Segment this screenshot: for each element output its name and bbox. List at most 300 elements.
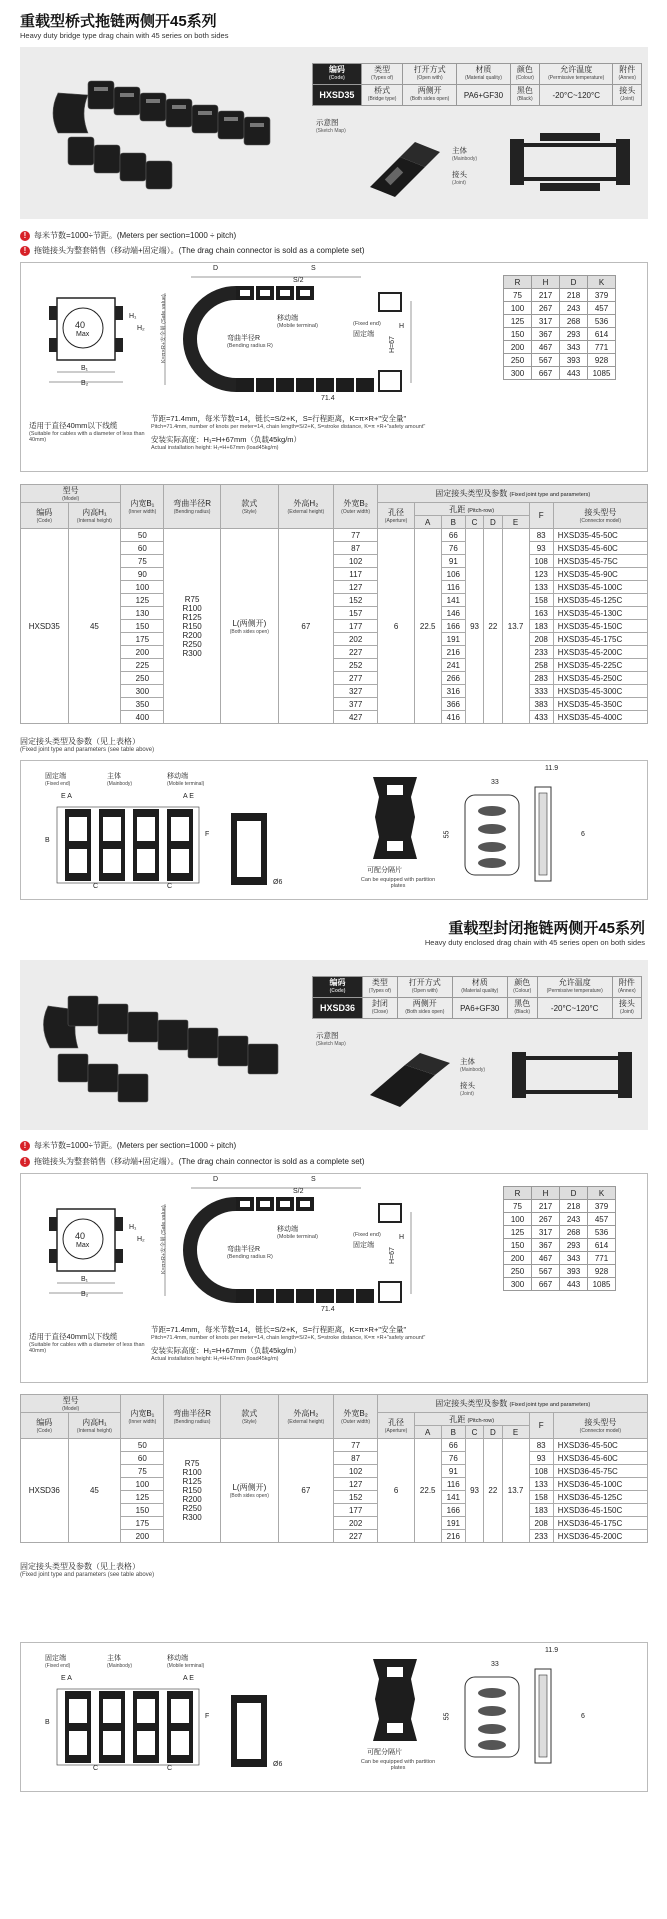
- joint-ae-label: A E: [183, 793, 194, 800]
- h1-label: H₁: [129, 313, 137, 320]
- cell-outer-width: 277: [333, 672, 378, 685]
- rhdk-row: [504, 1200, 616, 1213]
- dim-h-label: H: [399, 323, 405, 330]
- warning-icon: !: [20, 1141, 30, 1151]
- warning-icon: !: [20, 231, 30, 241]
- radius-value: R150: [182, 621, 202, 631]
- rhdk-cell: 250: [504, 1265, 532, 1278]
- dim-d-label: D: [213, 1176, 219, 1183]
- cell-connector-model: HXSD36-45-125C: [553, 1491, 647, 1504]
- cell-f: 83: [529, 529, 553, 542]
- cell-f: 158: [529, 1491, 553, 1504]
- rhdk-cell: 536: [588, 1226, 616, 1239]
- rhdk-row: [504, 354, 616, 367]
- spec-value-temp: -20°C~120°C: [539, 85, 612, 106]
- th-pitch-row: 孔距 (Pitch-row): [414, 1413, 529, 1426]
- radius-value: R250: [182, 639, 202, 649]
- rhdk-row: [504, 302, 616, 315]
- cell-f: 183: [529, 620, 553, 633]
- joint-ea-label: E A: [61, 1675, 72, 1682]
- joint-fixed-label: 固定端 (Fixed end): [45, 1655, 71, 1669]
- rhdk-cell: 268: [560, 1226, 588, 1239]
- th-inner-width: 内宽B₁ (Inner width): [121, 1395, 164, 1439]
- joint-moving-label: 移动端 (Mobile terminal): [167, 773, 205, 787]
- joint-main-label: 主体 (Mainbody): [107, 773, 133, 787]
- dim-h-label: H: [399, 1234, 405, 1241]
- bend-radius-en: (Bending radius R): [227, 1254, 273, 1260]
- joint-title: 固定接头类型及参数（见上表格） (Fixed joint type and parameters (see table above): [20, 737, 155, 753]
- cell-inner-width: 125: [121, 1491, 164, 1504]
- th-c: C: [465, 516, 483, 529]
- partition-label: 可配分隔片: [367, 1749, 402, 1756]
- dim-s2-label: S/2: [293, 277, 304, 284]
- spec-table-2: [312, 976, 642, 1019]
- cell-f: 93: [529, 542, 553, 555]
- moving-end-label: 移动端: [277, 315, 298, 322]
- spec-header-colour: 颜色 (Colour): [510, 64, 539, 85]
- spec-value-material: PA6+GF30: [452, 998, 507, 1019]
- th-fixed-joint: 固定接头类型及参数 (Fixed joint type and parameters): [378, 1395, 648, 1413]
- section-hxsd36: [0, 960, 667, 1919]
- fixed-end-label: 固定端: [353, 331, 374, 338]
- cable-note-en: (Suitable for cables with a diameter of less than 40mm): [29, 1342, 145, 1354]
- cell-f: 83: [529, 1439, 553, 1452]
- cell-c: 93: [465, 529, 483, 724]
- joint-b-label: B: [45, 837, 50, 844]
- rhdk-cell: 267: [532, 302, 560, 315]
- cell-outer-width: 77: [333, 1439, 378, 1452]
- h2-label: H₂: [137, 1236, 145, 1243]
- cell-c: 93: [465, 1439, 483, 1543]
- cell-b: 366: [441, 698, 465, 711]
- rhdk-header: K: [588, 1187, 616, 1200]
- spec-value-code: HXSD35: [313, 85, 362, 106]
- note-connector: ! 拖链接头为整套销售（移动端+固定端）。(The drag chain connector is sold as a complete set): [20, 245, 365, 256]
- b1-label: B₁: [81, 365, 89, 372]
- th-bend: 弯曲半径R (Bending radius): [164, 1395, 220, 1439]
- dim-d-label: D: [213, 265, 219, 272]
- cell-b: 66: [441, 529, 465, 542]
- rhdk-cell: 343: [560, 1252, 588, 1265]
- joint-f-label: F: [205, 831, 210, 838]
- rhdk-cell: 393: [560, 354, 588, 367]
- section2-subtitle: Heavy duty enclosed drag chain with 45 series open on both sides: [424, 938, 645, 947]
- rhdk-cell: 928: [588, 354, 616, 367]
- cell-b: 166: [441, 620, 465, 633]
- cell-connector-model: HXSD36-45-150C: [553, 1504, 647, 1517]
- cell-connector-model: HXSD35-45-60C: [553, 542, 647, 555]
- cross-section-drawing: [39, 288, 139, 388]
- radius-value: R300: [182, 1513, 202, 1522]
- rhdk-cell: 293: [560, 1239, 588, 1252]
- cell-style: L(两侧开) (Both sides open): [220, 529, 278, 724]
- rhdk-header: D: [560, 276, 588, 289]
- cell-bend-radius: [164, 529, 220, 724]
- rhdk-cell: 243: [560, 302, 588, 315]
- moving-end-en: (Mobile terminal): [277, 1234, 318, 1240]
- spec-header-temp: 允许温度 (Permissive temperature): [539, 64, 612, 85]
- th-model: 型号 (Model): [21, 1395, 121, 1413]
- cell-connector-model: HXSD36-45-175C: [553, 1517, 647, 1530]
- cell-connector-model: HXSD35-45-350C: [553, 698, 647, 711]
- rhdk-row: [504, 367, 616, 380]
- cable-note-en: (Suitable for cables with a diameter of less than 40mm): [29, 431, 145, 443]
- spec-data-table-2: [20, 1394, 648, 1543]
- joint-fixed-label: 固定端 (Fixed end): [45, 773, 71, 787]
- th-model: 型号 (Model): [21, 485, 121, 503]
- cell-b: 191: [441, 633, 465, 646]
- rhdk-cell: 343: [560, 341, 588, 354]
- b2-label: B₂: [81, 380, 89, 387]
- moving-end-label: 移动端: [277, 1226, 298, 1233]
- rhdk-cell: 217: [532, 1200, 560, 1213]
- dim-s-label: S: [311, 1176, 316, 1183]
- cell-f: 283: [529, 672, 553, 685]
- rhdk-cell: 457: [588, 1213, 616, 1226]
- cell-b: 216: [441, 646, 465, 659]
- cell-f: 158: [529, 594, 553, 607]
- cell-f: 108: [529, 555, 553, 568]
- th-inner-width: 内宽B₁ (Inner width): [121, 485, 164, 529]
- rhdk-cell: 267: [532, 1213, 560, 1226]
- cell-b: 66: [441, 1439, 465, 1452]
- rhdk-cell: 293: [560, 328, 588, 341]
- sketch-map-illustration: [365, 1045, 455, 1115]
- cell-f: 208: [529, 1517, 553, 1530]
- rhdk-cell: 125: [504, 315, 532, 328]
- th-code: 编码 (Code): [21, 503, 69, 529]
- cell-inner-width: 350: [121, 698, 164, 711]
- cell-inner-width: 300: [121, 685, 164, 698]
- rhdk-row: [504, 1226, 616, 1239]
- cell-ext-height: 67: [278, 1439, 333, 1543]
- cell-d: 22: [484, 529, 502, 724]
- cell-outer-width: 157: [333, 607, 378, 620]
- warning-icon: !: [20, 1157, 30, 1167]
- th-e: E: [502, 1426, 529, 1439]
- cell-inner-height: 45: [68, 529, 121, 724]
- cell-inner-width: 50: [121, 529, 164, 542]
- cell-a: 22.5: [414, 529, 441, 724]
- cell-inner-width: 200: [121, 646, 164, 659]
- rhdk-cell: 100: [504, 302, 532, 315]
- th-c: C: [465, 1426, 483, 1439]
- max-label: Max: [76, 331, 90, 338]
- joint-assembly-drawing: [53, 801, 203, 891]
- product-panel: [20, 47, 648, 219]
- formula-en: Pitch=71.4mm, number of knots per meter=14, chain length=S/2+K, S=stroke distance, K=π ×R+"safety amount": [151, 1335, 426, 1341]
- rhdk-cell: 218: [560, 289, 588, 302]
- cell-inner-width: 75: [121, 555, 164, 568]
- table-row: [21, 529, 648, 542]
- rhdk-cell: 150: [504, 328, 532, 341]
- cell-b: 106: [441, 568, 465, 581]
- rhdk-cell: 75: [504, 289, 532, 302]
- cell-outer-width: 102: [333, 555, 378, 568]
- fixed-end-en: (Fixed end): [353, 1232, 381, 1238]
- rhdk-cell: 443: [560, 1278, 588, 1291]
- joint-c-label-2: C: [167, 883, 173, 890]
- cell-b: 116: [441, 1478, 465, 1491]
- cell-connector-model: HXSD35-45-200C: [553, 646, 647, 659]
- joint-dim-55: 55: [443, 1712, 451, 1721]
- partition-plate-drawing: [365, 1655, 425, 1745]
- spec-header-annex: 附件 (Annex): [613, 64, 642, 85]
- k-label: K=π×R+安全量 (Safe value): [161, 1205, 167, 1274]
- cell-aperture: 6: [378, 529, 414, 724]
- radius-value: R200: [182, 630, 202, 640]
- cell-outer-width: 427: [333, 711, 378, 724]
- formula-en: Pitch=71.4mm, number of knots per meter=14, chain length=S/2+K, S=stroke distance, K=π ×R+"safety amount": [151, 424, 426, 430]
- cell-outer-width: 177: [333, 1504, 378, 1517]
- cell-f: 208: [529, 633, 553, 646]
- rhdk-cell: 200: [504, 341, 532, 354]
- warning-icon: !: [20, 246, 30, 256]
- joint-c-label-2: C: [167, 1765, 173, 1772]
- spec-header-material: 材质 (Material quality): [452, 977, 507, 998]
- spec-header-type: 类型 (Types of): [361, 64, 402, 85]
- joint-profile-drawing: [461, 777, 561, 887]
- fixed-end-en: (Fixed end): [353, 321, 381, 327]
- cell-b: 241: [441, 659, 465, 672]
- th-style: 款式 (Style): [220, 1395, 278, 1439]
- cell-outer-width: 77: [333, 529, 378, 542]
- h67-label: H=67: [389, 1247, 396, 1264]
- cell-inner-width: 175: [121, 633, 164, 646]
- cell-connector-model: HXSD35-45-300C: [553, 685, 647, 698]
- th-connector: 接头型号 (Connector model): [553, 503, 647, 529]
- cell-inner-width: 125: [121, 594, 164, 607]
- cell-inner-width: 60: [121, 1452, 164, 1465]
- th-connector: 接头型号 (Connector model): [553, 1413, 647, 1439]
- install-height: 安装实际高度：H₁=H+67mm（负载45kg/m）: [151, 435, 302, 444]
- formula-text: 节距=71.4mm，每米节数=14，链长=S/2+K，S=行程距离，K=π×R+"安全量": [151, 414, 407, 423]
- partition-plate-drawing: [365, 773, 425, 863]
- cell-inner-width: 60: [121, 542, 164, 555]
- cell-d: 22: [484, 1439, 502, 1543]
- cell-f: 93: [529, 1452, 553, 1465]
- cell-inner-width: 150: [121, 1504, 164, 1517]
- cell-b: 266: [441, 672, 465, 685]
- cell-f: 133: [529, 1478, 553, 1491]
- enclosed-chain-photo: [28, 966, 298, 1126]
- radius-value: R125: [182, 1477, 202, 1486]
- cell-inner-width: 100: [121, 581, 164, 594]
- joint-dim-33: 33: [491, 1661, 499, 1668]
- section-subtitle: Heavy duty bridge type drag chain with 45 series on both sides: [20, 31, 229, 40]
- rhdk-cell: 393: [560, 1265, 588, 1278]
- th-fixed-joint: 固定接头类型及参数 (Fixed joint type and parameters): [378, 485, 648, 503]
- th-style: 款式 (Style): [220, 485, 278, 529]
- cable-note: 适用于直径40mm以下线缆: [29, 1332, 118, 1341]
- section2-title: 重载型封闭拖链两侧开45系列: [448, 920, 645, 937]
- rhdk-header: H: [532, 276, 560, 289]
- spec-value-material: PA6+GF30: [457, 85, 511, 106]
- th-f: F: [529, 503, 553, 529]
- cell-outer-width: 377: [333, 698, 378, 711]
- cell-connector-model: HXSD35-45-50C: [553, 529, 647, 542]
- cell-outer-width: 87: [333, 542, 378, 555]
- cell-connector-model: HXSD35-45-250C: [553, 672, 647, 685]
- sketch-map-label: 示意图 (Sketch Map): [316, 1031, 346, 1047]
- cell-connector-model: HXSD35-45-130C: [553, 607, 647, 620]
- drag-chain-photo: [28, 53, 298, 213]
- cell-b: 146: [441, 607, 465, 620]
- spec-header-code: 编码 (Code): [313, 64, 362, 85]
- radius-value: R75: [184, 1459, 200, 1468]
- rhdk-cell: 614: [588, 1239, 616, 1252]
- b2-label: B₂: [81, 1291, 89, 1298]
- joint-label: 接头 (Joint): [460, 1081, 475, 1097]
- spec-value-colour: 黑色 (Black): [507, 998, 537, 1019]
- pitch-label: 71.4: [321, 1306, 335, 1313]
- rhdk-cell: 1085: [588, 1278, 616, 1291]
- cell-outer-width: 152: [333, 1491, 378, 1504]
- rhdk-cell: 614: [588, 328, 616, 341]
- joint-ae-label: A E: [183, 1675, 194, 1682]
- th-code: 编码 (Code): [21, 1413, 69, 1439]
- cell-connector-model: HXSD35-45-225C: [553, 659, 647, 672]
- cell-f: 163: [529, 607, 553, 620]
- cell-connector-model: HXSD36-45-200C: [553, 1530, 647, 1543]
- rhdk-cell: 467: [532, 1252, 560, 1265]
- product-panel-2: [20, 960, 648, 1130]
- rhdk-cell: 379: [588, 1200, 616, 1213]
- rhdk-cell: 75: [504, 1200, 532, 1213]
- spec-value-code: HXSD36: [313, 998, 363, 1019]
- rhdk-row: [504, 1278, 616, 1291]
- rhdk-row: [504, 1252, 616, 1265]
- rhdk-cell: 243: [560, 1213, 588, 1226]
- cell-code: HXSD36: [21, 1439, 69, 1543]
- rhdk-header: R: [504, 1187, 532, 1200]
- cell-b: 141: [441, 594, 465, 607]
- rhdk-cell: 771: [588, 1252, 616, 1265]
- dimension-diagram-2: [20, 1173, 648, 1383]
- joint-dim-33: 33: [491, 779, 499, 786]
- cell-style: L(两侧开) (Both sides open): [220, 1439, 278, 1543]
- mainbody-label: 主体 (Mainbody): [452, 146, 478, 162]
- spec-header-colour: 颜色 (Colour): [507, 977, 537, 998]
- rhdk-cell: 218: [560, 1200, 588, 1213]
- note-meters: ! 每米节数=1000÷节距。(Meters per section=1000 ÷ pitch): [20, 230, 236, 241]
- rhdk-cell: 217: [532, 289, 560, 302]
- note-meters: ! 每米节数=1000÷节距。(Meters per section=1000 ÷ pitch): [20, 1140, 236, 1151]
- joint-dim-119: 11.9: [545, 1647, 559, 1654]
- install-height: 安装实际高度：H₁=H+67mm（负载45kg/m）: [151, 1346, 302, 1355]
- rhdk-cell: 200: [504, 1252, 532, 1265]
- sketch-map-label: 示意图 (Sketch Map): [316, 118, 346, 134]
- radius-value: R75: [184, 594, 200, 604]
- max-diameter-label: 40: [75, 1231, 86, 1241]
- radius-value: R250: [182, 1504, 202, 1513]
- cable-note: 适用于直径40mm以下线缆: [29, 421, 118, 430]
- joint-dim-55: 55: [443, 830, 451, 839]
- dim-s-label: S: [311, 265, 316, 272]
- rhdk-cell: 268: [560, 315, 588, 328]
- cell-connector-model: HXSD35-45-75C: [553, 555, 647, 568]
- rhdk-header: R: [504, 276, 532, 289]
- cell-inner-width: 75: [121, 1465, 164, 1478]
- cell-f: 233: [529, 1530, 553, 1543]
- cell-outer-width: 87: [333, 1452, 378, 1465]
- spec-value-type: 桥式 (Bridge type): [361, 85, 402, 106]
- cross-section-drawing: [39, 1199, 139, 1299]
- cell-b: 76: [441, 1452, 465, 1465]
- joint-phi6-label: Ø6: [273, 879, 283, 886]
- joint-profile-drawing: [461, 1659, 561, 1769]
- note-connector: ! 拖链接头为整套销售（移动端+固定端）。(The drag chain connector is sold as a complete set): [20, 1156, 365, 1167]
- bend-radius-label: 弯曲半径R: [227, 1246, 261, 1253]
- cell-inner-width: 90: [121, 568, 164, 581]
- th-e: E: [502, 516, 529, 529]
- joint-side-drawing: [229, 1693, 269, 1773]
- cell-inner-width: 130: [121, 607, 164, 620]
- rhdk-row: [504, 289, 616, 302]
- th-ext-height: 外高H₂ (External height): [278, 1395, 333, 1439]
- rhdk-cell: 667: [532, 367, 560, 380]
- cell-b: 316: [441, 685, 465, 698]
- cell-b: 91: [441, 1465, 465, 1478]
- rhdk-cell: 379: [588, 289, 616, 302]
- radius-value: R100: [182, 603, 202, 613]
- joint-moving-label: 移动端 (Mobile terminal): [167, 1655, 205, 1669]
- th-aperture: 孔径 (Aperture): [378, 503, 414, 529]
- cell-inner-width: 225: [121, 659, 164, 672]
- install-height-en: Actual installation height: H₁=H+67mm (load45kg/m): [151, 445, 279, 451]
- partition-label-en: Can be equipped with partition plates: [360, 1759, 436, 1771]
- cell-connector-model: HXSD35-45-175C: [553, 633, 647, 646]
- rhdk-header: K: [588, 276, 616, 289]
- rhdk-cell: 567: [532, 1265, 560, 1278]
- joint-dim-6: 6: [581, 1713, 585, 1720]
- spec-header-open: 打开方式 (Open with): [403, 64, 457, 85]
- rhdk-cell: 536: [588, 315, 616, 328]
- th-b: B: [441, 1426, 465, 1439]
- rhdk-row: [504, 1213, 616, 1226]
- spec-header-open: 打开方式 (Open with): [397, 977, 452, 998]
- rhdk-cell: 443: [560, 367, 588, 380]
- joint-f-label: F: [205, 1713, 210, 1720]
- cell-inner-width: 150: [121, 620, 164, 633]
- th-pitch-row: 孔距 (Pitch-row): [414, 503, 529, 516]
- cell-outer-width: 117: [333, 568, 378, 581]
- cell-outer-width: 127: [333, 1478, 378, 1491]
- spec-header-code: 编码 (Code): [313, 977, 363, 998]
- bend-radius-en: (Bending radius R): [227, 343, 273, 349]
- cell-inner-width: 250: [121, 672, 164, 685]
- section-title: 重载型桥式拖链两侧开45系列: [20, 13, 217, 30]
- joint-side-drawing: [229, 811, 269, 891]
- k-label: K=π×R+安全量 (Safe value): [161, 294, 167, 363]
- spec-value-open: 两侧开 (Both sides open): [403, 85, 457, 106]
- rhdk-cell: 317: [532, 1226, 560, 1239]
- th-outer-width: 外宽B₂ (Outer width): [333, 1395, 378, 1439]
- max-diameter-label: 40: [75, 320, 86, 330]
- joint-c-label-1: C: [93, 1765, 99, 1772]
- rhdk-row: [504, 1265, 616, 1278]
- cell-connector-model: HXSD36-45-100C: [553, 1478, 647, 1491]
- spec-table: [312, 63, 642, 106]
- rhdk-cell: 367: [532, 1239, 560, 1252]
- cell-outer-width: 152: [333, 594, 378, 607]
- max-label: Max: [76, 1242, 90, 1249]
- rhdk-cell: 250: [504, 354, 532, 367]
- joint-drawing-box-2: [20, 1642, 648, 1792]
- joint-drawing-box: [20, 760, 648, 900]
- cell-f: 233: [529, 646, 553, 659]
- cell-b: 416: [441, 711, 465, 724]
